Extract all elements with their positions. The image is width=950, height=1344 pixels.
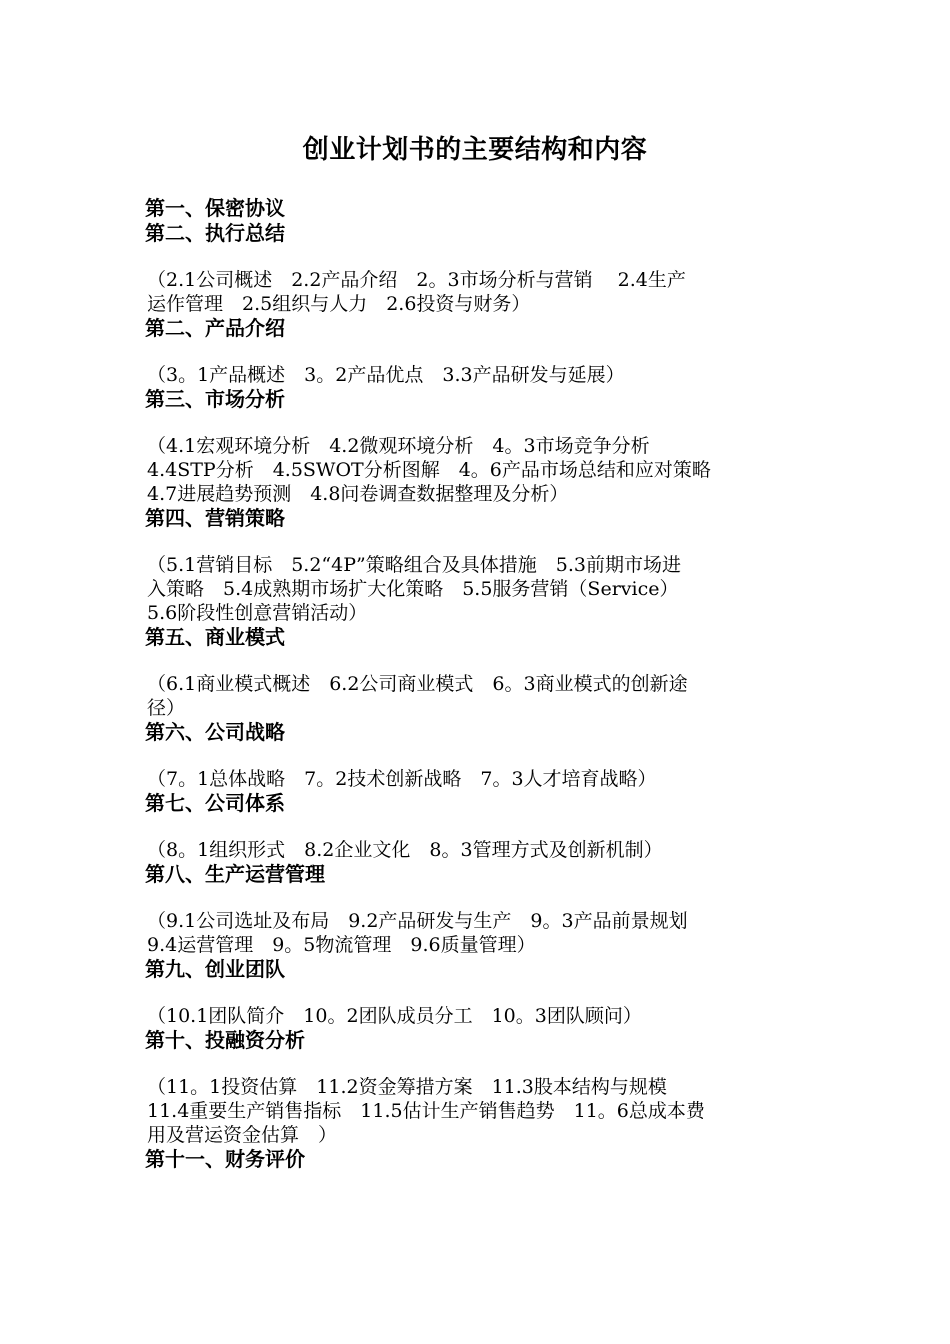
section-heading-confidentiality: 第一、保密协议 bbox=[145, 196, 285, 220]
section-line: 入策略 5.4成熟期市场扩大化策略 5.5服务营销（Service） bbox=[147, 578, 679, 600]
section-items-investment bbox=[145, 1075, 805, 1147]
section-line: 4.7进展趋势预测 4.8问卷调查数据整理及分析） bbox=[147, 483, 569, 505]
section-line: 运作管理 2.5组织与人力 2.6投资与财务） bbox=[147, 293, 531, 315]
section-line: （10.1团队简介 10。2团队成员分工 10。3团队顾问） bbox=[147, 1005, 642, 1027]
section-line: （11。1投资估算 11.2资金筹措方案 11.3股本结构与规模 bbox=[147, 1076, 667, 1098]
section-heading-market-analysis: 第三、市场分析 bbox=[145, 387, 285, 411]
section-line: 4.4STP分析 4.5SWOT分析图解 4。6产品市场总结和应对策略 bbox=[147, 459, 711, 481]
section-line: （6.1商业模式概述 6.2公司商业模式 6。3商业模式的创新途 bbox=[147, 673, 688, 695]
section-line: （2.1公司概述 2.2产品介绍 2。3市场分析与营销 2.4生产 bbox=[147, 269, 686, 291]
section-items-business-model bbox=[145, 672, 805, 720]
section-heading-financial-evaluation: 第十一、财务评价 bbox=[145, 1147, 305, 1171]
section-line: （3。1产品概述 3。2产品优点 3.3产品研发与延展） bbox=[147, 364, 625, 386]
section-line: 9.4运营管理 9。5物流管理 9.6质量管理） bbox=[147, 934, 536, 956]
document-title: 创业计划书的主要结构和内容 bbox=[302, 135, 648, 165]
section-line: 11.4重要生产销售指标 11.5估计生产销售趋势 11。6总成本费 bbox=[147, 1100, 705, 1122]
section-line: 用及营运资金估算 ） bbox=[147, 1124, 338, 1146]
section-items-team bbox=[145, 1004, 805, 1028]
section-items-marketing-strategy bbox=[145, 553, 805, 625]
section-items-company-system bbox=[145, 838, 805, 862]
section-line: （8。1组织形式 8.2企业文化 8。3管理方式及创新机制） bbox=[147, 839, 663, 861]
section-line: （5.1营销目标 5.2“4P”策略组合及具体措施 5.3前期市场进 bbox=[147, 554, 681, 576]
section-heading-marketing-strategy: 第四、营销策略 bbox=[145, 506, 285, 530]
document-body bbox=[145, 196, 805, 1172]
section-items-company-strategy bbox=[145, 767, 805, 791]
section-line: （4.1宏观环境分析 4.2微观环境分析 4。3市场竞争分析 bbox=[147, 435, 650, 457]
section-heading-product: 第二、产品介绍 bbox=[145, 316, 285, 340]
section-heading-investment: 第十、投融资分析 bbox=[145, 1028, 305, 1052]
section-items-market-analysis bbox=[145, 434, 805, 506]
section-line: 径） bbox=[147, 697, 186, 719]
section-heading-operations: 第八、生产运营管理 bbox=[145, 862, 325, 886]
section-items-operations bbox=[145, 909, 805, 957]
section-items-executive-summary bbox=[145, 268, 805, 316]
section-heading-executive-summary: 第二、执行总结 bbox=[145, 221, 285, 245]
section-items-product bbox=[145, 363, 805, 387]
section-heading-team: 第九、创业团队 bbox=[145, 957, 285, 981]
section-line: （9.1公司选址及布局 9.2产品研发与生产 9。3产品前景规划 bbox=[147, 910, 688, 932]
section-heading-company-strategy: 第六、公司战略 bbox=[145, 720, 285, 744]
section-line: （7。1总体战略 7。2技术创新战略 7。3人才培育战略） bbox=[147, 768, 657, 790]
section-line: 5.6阶段性创意营销活动） bbox=[147, 602, 368, 624]
section-heading-company-system: 第七、公司体系 bbox=[145, 791, 285, 815]
section-heading-business-model: 第五、商业模式 bbox=[145, 625, 285, 649]
